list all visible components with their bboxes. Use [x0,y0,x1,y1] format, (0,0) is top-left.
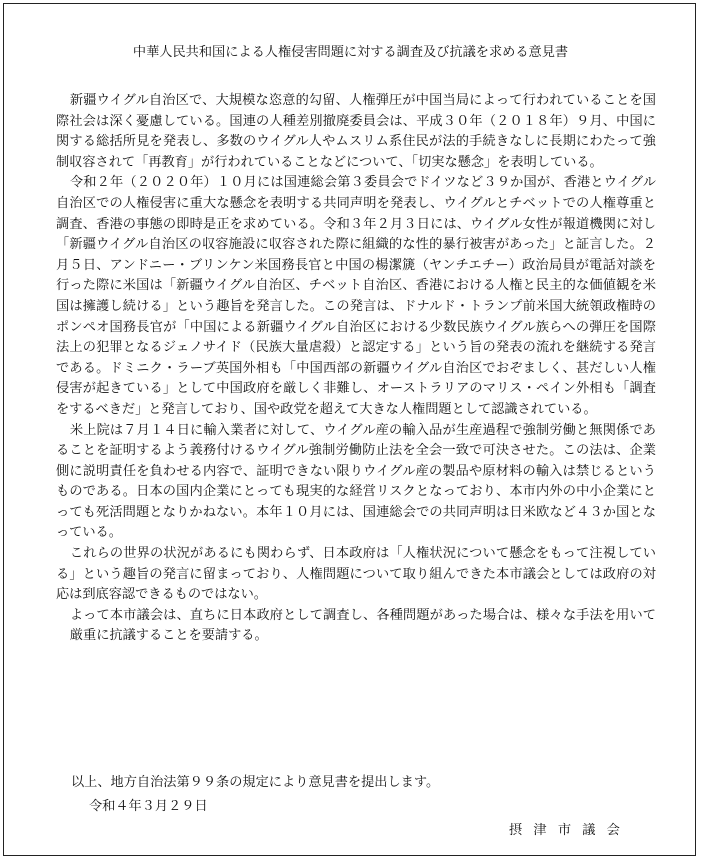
paragraph-request: よって本市議会は、直ちに日本政府として調査し、各種問題があった場合は、様々な手法を用いて厳重に抗議することを要請する。 [69,607,656,644]
submission-date: 令和４年３月２９日 [89,799,208,814]
signatory: 摂津市議会 [509,823,632,838]
paragraph-japan-government-stance: これらの世界の状況があるにも関わらず、日本政府は「人権状況について懸念をもって注視している」という趣旨の発言に留まっており、人権問題について取り組んできた本市議会としては政府の対応は到底容認できるものではない。 [56,546,656,603]
paragraph-international-response: 令和２年（２０２０年）１０月には国連総会第３委員会でドイツなど３９か国が、香港とウイグル自治区での人権侵害に重大な懸念を表明する共同声明を発表し、ウイグルとチベットでの人権尊重と調査、香港の事態の即時是正を求めている。令和３年２月３日には、ウイグル女性が報道機関に対し「新疆ウイグル自治区の収容施設に収容された際に組織的な性的暴行被害があった」と証言した。２月５日、アンドニー・ブリンケン米国務長官と中国の楊潔篪（ヤンチエチー）政治局員が電話対談を行った際に米国は「新疆ウイグル自治区、チベット自治区、香港における人権と民主的な価値観を米国は擁護し続ける」という趣旨を発言した。この発言は、ドナルド・トランプ前米国大統領政権時のポンペオ国務長官が「中国による新疆ウイグル自治区における少数民族ウイグル族らへの弾圧を国際法上の犯罪となるジェノサイド（民族大量虐殺）と認定する」という旨の発表の流れを継続する発言である。ドミニク・ラーブ英国外相も「中国西部の新疆ウイグル自治区でおぞましく、甚だしい人権侵害が起きている」として中国政府を厳しく非難し、オーストラリアのマリス・ペイン外相も「調査をするべきだ」と発言しており、国や政党を超えて大きな人権問題として認識されている。 [56,175,656,417]
paragraph-uyghur-detention: 新疆ウイグル自治区で、大規模な恣意的勾留、人権弾圧が中国当局によって行われていることを国際社会は深く憂慮している。国連の人種差別撤廃委員会は、平成３０年（２０１８年）９月、中国に関する総括所見を発表し、多数のウイグル人やムスリム系住民が法的手続きなしに長期にわたって強制収容されて「再教育」が行われていることなどについて、「切実な懸念」を表明している。 [56,93,656,170]
paragraph-forced-labor-act: 米上院は７月１４日に輸入業者に対して、ウイグル産の輸入品が生産過程で強制労働と無関係であることを証明するよう義務付けるウイグル強制労働防止法を全会一致で可決させた。この法は、企業側に説明責任を負わせる内容で、証明できない限りウイグル産の製品や原材料の輸入は禁じるというものである。日本の国内企業にとっても現実的な経営リスクとなっており、本市内外の中小企業にとっても死活問題となりかねない。本年１０月には、国連総会での共同声明は日米欧など４３か国となっている。 [56,422,656,541]
document-body [56,91,656,647]
closing-statement: 以上、地方自治法第９９条の規定により意見書を提出します。 [71,775,440,790]
document-title: 中華人民共和国による人権侵害問題に対する調査及び抗議を求める意見書 [132,45,569,60]
